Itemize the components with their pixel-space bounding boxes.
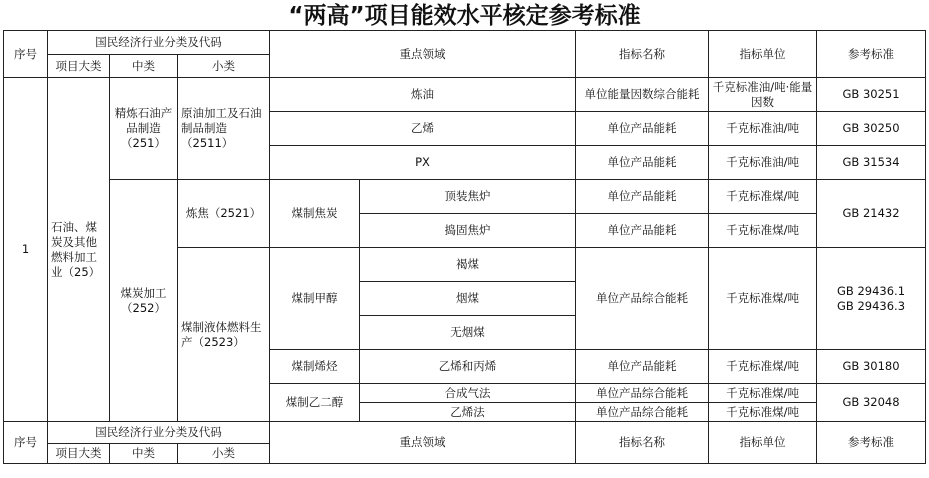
- major-category-cell: 石油、煤炭及其他燃料加工业（25）: [48, 78, 110, 422]
- header-unit: 指标单位: [709, 31, 817, 78]
- field-refining: 炼油: [270, 78, 576, 112]
- indicator-stamp-coke-oven: 单位产品能耗: [576, 214, 709, 248]
- standard-methanol: [817, 248, 926, 350]
- field-lignite: 褐煤: [360, 248, 576, 282]
- footer-header-indicator: 指标名称: [576, 422, 709, 464]
- standard-olefin: GB 30180: [817, 350, 926, 384]
- field-bituminous: 烟煤: [360, 282, 576, 316]
- field-ethylene-method: 乙烯法: [360, 403, 576, 422]
- field-top-coke-oven: 顶装焦炉: [360, 180, 576, 214]
- header-major: 项目大类: [48, 55, 110, 78]
- unit-top-coke-oven: 千克标准煤/吨: [709, 180, 817, 214]
- indicator-olefin: 单位产品能耗: [576, 350, 709, 384]
- field-stamp-coke-oven: 捣固焦炉: [360, 214, 576, 248]
- unit-olefin: 千克标准煤/吨: [709, 350, 817, 384]
- minor-category-crude: 原油加工及石油制品制造（2511）: [178, 78, 270, 180]
- field-ethylene: 乙烯: [270, 112, 576, 146]
- standard-glycol: GB 32048: [817, 384, 926, 422]
- standard-refining: GB 30251: [817, 78, 926, 112]
- header-industry-group: 国民经济行业分类及代码: [48, 31, 270, 55]
- indicator-syngas: 单位产品综合能耗: [576, 384, 709, 403]
- standard-ethylene: GB 30250: [817, 112, 926, 146]
- header-indicator: 指标名称: [576, 31, 709, 78]
- group-glycol: 煤制乙二醇: [270, 384, 360, 422]
- indicator-refining: 单位能量因数综合能耗: [576, 78, 709, 112]
- header-standard: 参考标准: [817, 31, 926, 78]
- footer-header-minor: 小类: [178, 444, 270, 464]
- minor-category-coking: 炼焦（2521）: [178, 180, 270, 248]
- indicator-top-coke-oven: 单位产品能耗: [576, 180, 709, 214]
- standards-table: [3, 30, 926, 464]
- unit-stamp-coke-oven: 千克标准煤/吨: [709, 214, 817, 248]
- unit-ethylene: 千克标准油/吨: [709, 112, 817, 146]
- minor-category-liquid-fuel: 煤制液体燃料生产（2523）: [178, 248, 270, 422]
- seq-cell: 1: [4, 78, 48, 422]
- page-title: “两高”项目能效水平核定参考标准: [288, 3, 641, 29]
- standard-methanol-1: GB 29436.1: [837, 283, 906, 298]
- unit-ethylene-method: 千克标准煤/吨: [709, 403, 817, 422]
- standard-methanol-2: GB 29436.3: [837, 298, 906, 313]
- footer-header-standard: 参考标准: [817, 422, 926, 464]
- header-seq: 序号: [4, 31, 48, 78]
- group-methanol: 煤制甲醇: [270, 248, 360, 350]
- group-olefin: 煤制烯烃: [270, 350, 360, 384]
- footer-header-industry-group: 国民经济行业分类及代码: [48, 422, 270, 444]
- group-coke: 煤制焦炭: [270, 180, 360, 248]
- footer-header-major: 项目大类: [48, 444, 110, 464]
- indicator-methanol: 单位产品综合能耗: [576, 248, 709, 350]
- unit-px: 千克标准油/吨: [709, 146, 817, 180]
- middle-category-coal: 煤炭加工（252）: [110, 180, 178, 422]
- middle-category-refining: 精炼石油产品制造（251）: [110, 78, 178, 180]
- header-field: 重点领域: [270, 31, 576, 78]
- standard-coke: GB 21432: [817, 180, 926, 248]
- footer-header-middle: 中类: [110, 444, 178, 464]
- footer-header-unit: 指标单位: [709, 422, 817, 464]
- footer-header-seq: 序号: [4, 422, 48, 464]
- field-ethylene-propylene: 乙烯和丙烯: [360, 350, 576, 384]
- indicator-ethylene-method: 单位产品综合能耗: [576, 403, 709, 422]
- indicator-px: 单位产品能耗: [576, 146, 709, 180]
- footer-header-field: 重点领域: [270, 422, 576, 464]
- header-middle: 中类: [110, 55, 178, 78]
- indicator-ethylene: 单位产品能耗: [576, 112, 709, 146]
- header-minor: 小类: [178, 55, 270, 78]
- field-px: PX: [270, 146, 576, 180]
- unit-methanol: 千克标准煤/吨: [709, 248, 817, 350]
- unit-syngas: 千克标准煤/吨: [709, 384, 817, 403]
- field-anthracite: 无烟煤: [360, 316, 576, 350]
- unit-refining: 千克标准油/吨·能量因数: [709, 78, 817, 112]
- standard-px: GB 31534: [817, 146, 926, 180]
- field-syngas: 合成气法: [360, 384, 576, 403]
